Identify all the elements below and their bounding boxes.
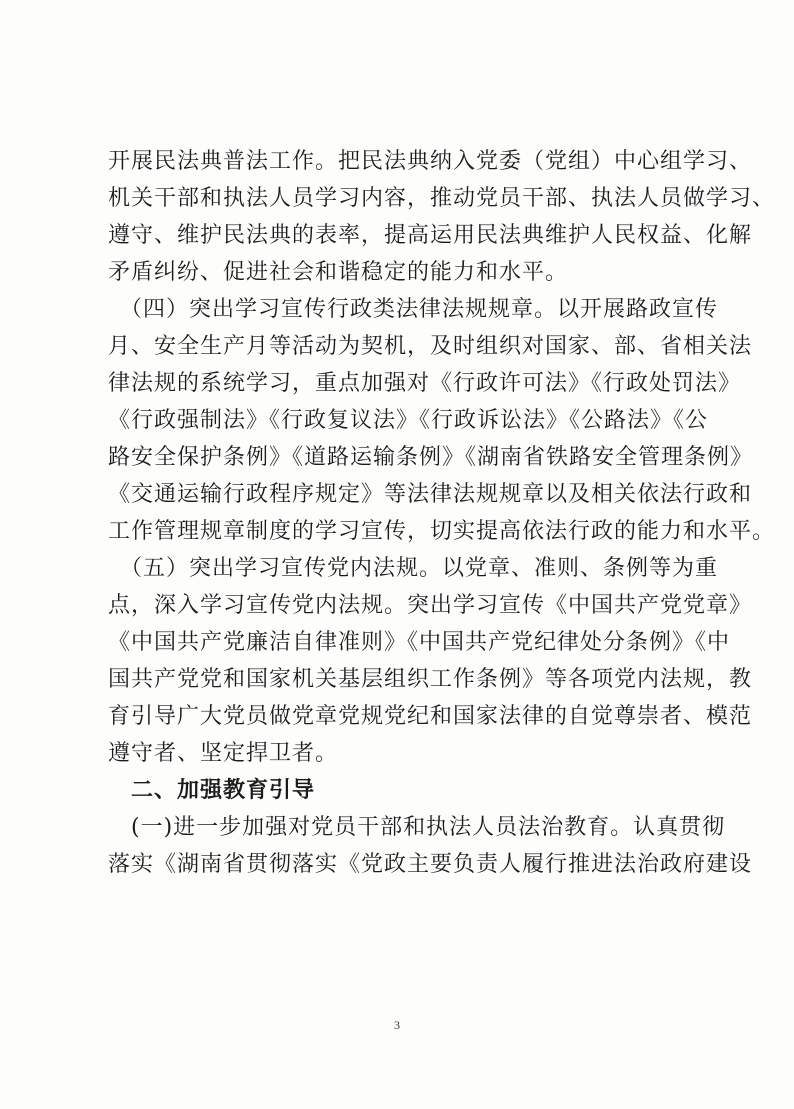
text-line: (一)进一步加强对党员干部和执法人员法治教育。认真贯彻 [108,815,726,840]
text-line: 点，深入学习宣传党内法规。突出学习宣传《中国共产党党章》 [108,593,753,618]
text-line: 《中国共产党廉洁自律准则》《中国共产党纪律处分条例》《中 [108,630,731,655]
text-line: 月、安全生产月等活动为契机，及时组织对国家、部、省相关法 [108,334,753,359]
text-line: 《交通运输行政程序规定》等法律法规规章以及相关依法行政和 [108,482,753,507]
text-line: 律法规的系统学习，重点加强对《行政许可法》《行政处罚法》 [108,371,742,396]
body-text [108,143,776,883]
text-line: 《行政强制法》《行政复议法》《行政诉讼法》《公路法》《公 [108,408,709,433]
section-heading: 二、加强教育引导 [108,778,316,803]
text-line: 国共产党党和国家机关基层组织工作条例》等各项党内法规，教 [108,667,753,692]
text-line: 路安全保护条例》《道路运输条例》《湖南省铁路安全管理条例》 [108,445,754,470]
text-line: 开展民法典普法工作。把民法典纳入党委（党组）中心组学习、 [108,149,753,174]
text-line: 落实《湖南省贯彻落实《党政主要负责人履行推进法治政府建设 [108,852,753,877]
text-line: 机关干部和执法人员学习内容，推动党员干部、执法人员做学习、 [108,186,776,211]
text-line: 矛盾纠纷、促进社会和谐稳定的能力和水平。 [108,260,569,285]
text-line: （四）突出学习宣传行政类法律法规规章。以开展路政宣传 [108,297,719,322]
page-number: 3 [394,1018,400,1032]
text-line: 工作管理规章制度的学习宣传，切实提高依法行政的能力和水平。 [108,519,776,544]
text-line: （五）突出学习宣传党内法规。以党章、准则、条例等为重 [108,556,719,581]
text-line: 遵守、维护民法典的表率，提高运用民法典维护人民权益、化解 [108,223,753,248]
text-line: 育引导广大党员做党章党规党纪和国家法律的自觉尊崇者、模范 [108,704,753,729]
text-line: 遵守者、坚定捍卫者。 [108,741,339,766]
